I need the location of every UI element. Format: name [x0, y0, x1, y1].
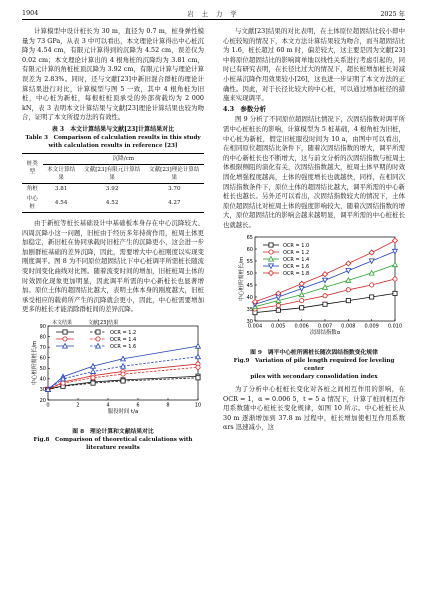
legend-label: OCR = 1.2 [283, 250, 310, 257]
y-axis-label: 中心桩所需桩长/m [239, 257, 245, 302]
data-point [393, 239, 398, 244]
left-column [22, 27, 204, 452]
paragraph: 由于新桩等桩长基础设计中基础板本身存在中心沉降较大、四周沉降小这一问题，旧桩由于经历多年持荷作用，桩周土体更加稳定，新旧桩在协同承载时旧桩产生的沉降更小，这会进一步加剧群桩基础的差异沉降，因此，需要增大中心桩刚度以实现变刚度调平。图 8 为不同原位超固结比下中心桩调平所需桩长随流变时间变化曲线对比图。随着流变时间的增加，旧桩桩周土体的时效固化现象更加明显，因此调平所需的中心新桩长也显著增加。原位土体的超固结比越大，表明土体本身的刚度越大，旧桩承受相应的载荷所产生的沉降就会更小，因此，中心桩需要增加更多的桩长才能消除群桩间的差异沉降。 [22, 218, 204, 314]
data-point [276, 309, 280, 313]
x-axis-label: 次固结指数α [309, 330, 341, 337]
data-point [323, 303, 327, 307]
data-point [323, 294, 327, 298]
legend-label: OCR = 1.4 [110, 336, 137, 343]
x-tick-label: 2 [76, 402, 80, 409]
x-tick-label: 4 [106, 402, 110, 409]
page-number: 1904 [22, 9, 39, 17]
paragraph: 与文献[23]结果的对比表明，在土体原位超固结比较小即中心桩较短的情况下，本文方法计算结果较为吻合，而当超固结比为 1.6，桩长超过 60 m 时，偏差较大，这主要是因为文献[23]中将原位超固结比的影响简单地以线性关系进行考虑引起的，同时已有研究表明，在长径比过大的情况下，超长桩增加桩长对减小桩基沉降作用效果较小[26]，这也进一步证明了本文方法的正确性。因此，对于长径比较大的中心桩，可以通过增加桩径的措施来实现调平。 [223, 27, 405, 103]
y-tick-label: 30 [39, 387, 46, 394]
data-point [346, 269, 351, 274]
table-row [22, 194, 204, 213]
data-point [346, 261, 351, 266]
x-tick-label: 0.004 [247, 323, 263, 330]
paragraph: 计算模型中设计桩长为 30 m，直径为 0.7 m，桩身弹性模量为 73 GPa，从表 3 中可以看出，本文理论计算得出中心桩沉降为 4.54 cm，有限元计算得到的沉降为 4.52 cm，误差仅为 0.02 cm；本文理论计算出的 4 根角桩的沉降均为 3.81 cm，有限元计算的角桩桩顶沉降为 3.92 cm，有限元计算与理论计算误差为 2.83%。同时，还与文献[23]中新旧混合群桩的理论计算结果进行对比，计算模型与图 5 一致，其中 4 根角桩为旧桩，中心桩为新桩，每根桩桩顶承受的外部荷载均为 2 000 kN，表 3 表明本文计算结果与文献[23]理论计算结果也较为吻合，证明了本文所提方法的有效性。 [22, 27, 204, 122]
table-cell: 3.92 [105, 185, 119, 192]
fig9-caption [223, 349, 405, 381]
table-cell: 4.27 [168, 199, 181, 206]
data-point [276, 304, 280, 308]
table-row [22, 183, 204, 194]
legend-label: OCR = 1.0 [283, 243, 310, 250]
legend-marker [96, 330, 100, 334]
y-tick-label: 55 [246, 259, 253, 266]
legend-marker [269, 250, 273, 254]
data-point [393, 292, 397, 296]
data-point [196, 365, 200, 369]
legend-marker [269, 243, 273, 247]
table-header: 文献[23]理论计算结果 [148, 166, 200, 181]
data-point [393, 277, 397, 281]
fig9-legend [263, 243, 309, 277]
table-cell: 4.52 [105, 199, 119, 206]
table-caption [22, 126, 204, 150]
fig8-caption-cn: 图 8 理论计算和文献结果对比 [72, 429, 154, 436]
data-point [121, 379, 125, 383]
data-point [196, 354, 201, 359]
legend-marker [63, 337, 67, 341]
x-tick-label: 0.006 [294, 323, 309, 330]
x-tick-label: 0 [46, 402, 50, 409]
data-point [370, 295, 374, 299]
y-tick-label: 40 [246, 295, 253, 302]
year: 2025 年 [380, 10, 405, 18]
data-point [196, 376, 200, 380]
table-header: 桩类型 [22, 153, 43, 183]
section-heading: 4.3 参数分析 [223, 104, 267, 113]
fig9-caption-en: Fig.9 Variation of pile length required for leveling center [233, 358, 395, 373]
data-point [300, 299, 304, 303]
right-column [223, 27, 405, 433]
y-tick-label: 20 [39, 397, 46, 404]
table-cell: 角桩 [26, 185, 38, 192]
x-tick-label: 0.010 [387, 323, 403, 330]
y-tick-label: 35 [246, 307, 253, 314]
legend-label: OCR = 1.6 [283, 264, 310, 271]
table-header: 文献[23]有限元计算结果 [84, 166, 141, 181]
data-point [369, 251, 374, 256]
table-caption-en-2: with calculation results in reference [23] [48, 142, 178, 149]
table-cell: 3.70 [168, 185, 181, 192]
data-point [91, 376, 95, 380]
data-point [121, 372, 125, 376]
legend-marker [63, 330, 67, 334]
table-header: 本文计算结果 [47, 166, 76, 181]
legend-title: 本文结果 [52, 319, 73, 326]
table-unit: 沉降/cm [43, 153, 204, 164]
table-cell: 中心桩 [26, 195, 38, 210]
y-tick-label: 50 [246, 271, 253, 278]
data-point [346, 299, 350, 303]
x-tick-label: 10 [194, 402, 202, 409]
journal-name: 岩 土 力 学 [187, 10, 240, 18]
data-point [91, 381, 95, 385]
x-tick-label: 6 [136, 402, 140, 409]
y-tick-label: 60 [39, 355, 46, 362]
results-table [22, 153, 204, 213]
legend-label: OCR = 1.4 [283, 257, 310, 264]
legend-title: 文献[23]结果 [88, 319, 119, 326]
fig8-chart [22, 318, 204, 423]
paragraph: 图 9 分析了不同原位超固结比情况下，次固结指数对调平所需中心桩桩长的影响，计算模型为 5 桩基础，4 根角桩为旧桩，中心桩为新桩，假定旧桩服役时间为 10 a，由图中可以看出，在相同原位超固结比条件下，随着次固结指数的增大，调平所需的中心新桩长也不断增大，这与前文分析的次固结指数与桩周土体极限侧阻的演化有关，次固结指数越大，桩周土体早期的时效固化增强程度越高，土体的强度增长也就越快，同样，在相同次固结指数条件下，原位土体的超固结比越大，调平所需的中心新桩长也越长。另外还可以看出，次固结指数较大的情况下，土体原位超固结比对桩周土体的强度影响较大，随着次固结指数的增大，原位超固结比的影响会越来越明显，调平所需的中心桩桩长也就越长。 [223, 115, 405, 229]
table-caption-cn: 表 3 本文计算结果与文献[23]计算结果对比 [51, 125, 175, 133]
y-axis-label: 中心桩所需桩长/m [32, 340, 38, 386]
fig9-chart [223, 233, 405, 343]
data-point [370, 283, 374, 287]
x-axis-label: 服役时间 t/a [107, 408, 139, 415]
legend-marker [269, 271, 274, 276]
figure-9 [223, 233, 405, 347]
data-point [196, 343, 201, 348]
table-cell: 4.54 [54, 199, 68, 206]
figure-8 [22, 318, 204, 427]
x-tick-label: 0.005 [271, 323, 286, 330]
x-tick-label: 0.008 [341, 323, 356, 330]
data-point [91, 369, 96, 374]
data-point [369, 259, 374, 264]
legend-label: OCR = 1.8 [283, 271, 310, 278]
data-point [346, 288, 350, 292]
x-tick-label: 0.007 [317, 323, 333, 330]
y-tick-label: 90 [39, 323, 46, 330]
table-caption-en: Table 3 Comparison of calculation results in this study [25, 134, 201, 141]
fig8-caption-en: Fig.8 Comparison of theoretical calculations with [33, 437, 193, 444]
data-point [393, 263, 398, 268]
fig9-caption-en-2: piles with secondary consolidation index [250, 374, 378, 381]
fig8-legend [52, 319, 136, 350]
page-header [22, 9, 405, 20]
y-tick-label: 60 [246, 247, 253, 254]
y-tick-label: 80 [39, 334, 46, 341]
fig8-caption [22, 428, 204, 452]
data-point [299, 282, 304, 287]
y-tick-label: 40 [39, 376, 46, 383]
y-tick-label: 65 [246, 235, 253, 242]
y-tick-label: 45 [246, 283, 253, 290]
fig8-caption-en-2: literature results [86, 445, 140, 452]
y-tick-label: 70 [39, 344, 46, 351]
legend-label: OCR = 1.6 [110, 343, 137, 350]
data-point [61, 381, 65, 385]
y-tick-label: 30 [246, 319, 253, 326]
table-cell: 3.81 [54, 185, 68, 192]
data-point [393, 250, 398, 255]
legend-label: OCR = 1.2 [110, 329, 137, 336]
data-point [300, 306, 304, 310]
legend-marker [96, 337, 100, 341]
x-tick-label: 0.009 [364, 323, 379, 330]
y-tick-label: 50 [39, 365, 46, 372]
data-point [323, 272, 328, 277]
paragraph: 为了分析中心桩桩长变化对各桩之间相互作用的影响，在 OCR = 1，α = 0.006 5，t = 5 a 情况下，计算了桩间相互作用系数随中心桩桩长变化规律，如图 10 所示。中心桩桩长从 30 m 逐渐增加到 37.8 m 过程中，桩长增加使相互作用系数 αrs 迅速减小，这 [223, 385, 405, 432]
fig9-caption-cn: 图 9 调平中心桩所需桩长随次固结指数变化规律 [250, 350, 378, 357]
x-tick-label: 8 [166, 402, 170, 409]
